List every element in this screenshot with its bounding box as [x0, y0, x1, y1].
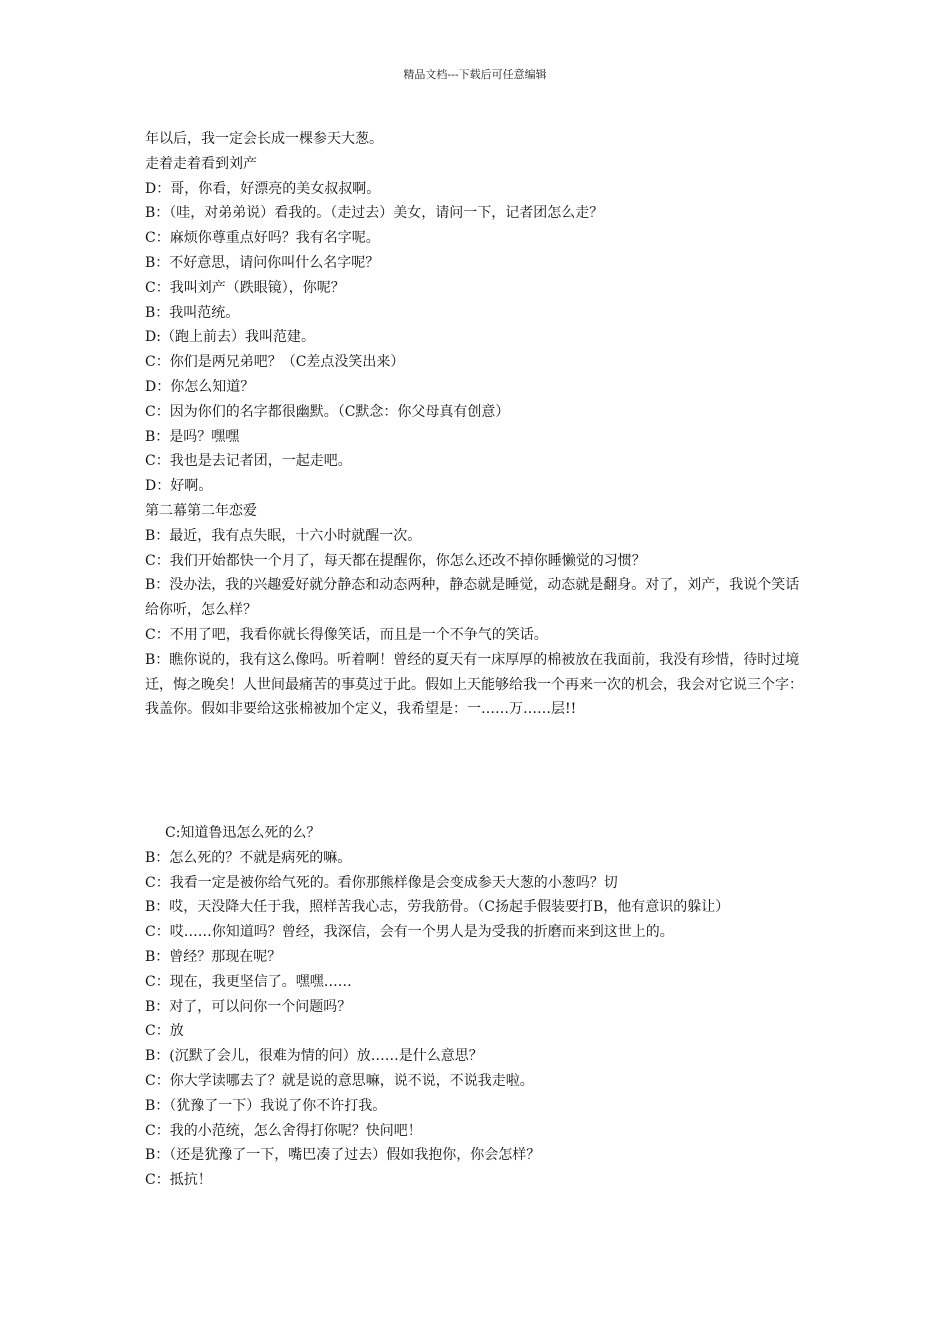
dialogue-line: B：怎么死的？不就是病死的嘛。	[145, 849, 352, 866]
dialogue-line: C：麻烦你尊重点好吗？我有名字呢。	[145, 230, 380, 247]
dialogue-line: C：哎……你知道吗？曾经，我深信，会有一个男人是为受我的折磨而来到这世上的。	[145, 924, 674, 941]
dialogue-line: B：我叫范统。	[145, 304, 240, 321]
dialogue-line: C：我叫刘产（跌眼镜），你呢？	[145, 279, 345, 296]
dialogue-line: B：（犹豫了一下）我说了你不许打我。	[145, 1097, 387, 1114]
dialogue-line: C：我们开始都快一个月了，每天都在提醒你，你怎么还改不掉你睡懒觉的习惯？	[145, 552, 646, 569]
dialogue-line: C：现在，我更坚信了。嘿嘿……	[145, 973, 352, 990]
dialogue-line: B：(沉默了会儿，很难为情的问）放……是什么意思？	[145, 1048, 483, 1065]
dialogue-line: C：抵抗！	[145, 1172, 212, 1189]
dialogue-line: B：对了，可以问你一个问题吗？	[145, 998, 352, 1015]
dialogue-line: D：你怎么知道？	[145, 378, 255, 395]
dialogue-line: 年以后，我一定会长成一棵参天大葱。	[145, 131, 383, 147]
dialogue-line: B：曾经？那现在呢？	[145, 948, 282, 965]
dialogue-line: D:（跑上前去）我叫范建。	[145, 329, 315, 346]
dialogue-line: B：没办法，我的兴趣爱好就分静态和动态两种，静态就是睡觉，动态就是翻身。对了，刘产，我说个笑话给你听，怎么样？	[145, 577, 800, 619]
dialogue-line: C：放	[145, 1023, 184, 1040]
dialogue-line: D：哥，你看，好漂亮的美女叔叔啊。	[145, 180, 381, 197]
dialogue-line: B：哎，天没降大任于我，照样苦我心志，劳我筋骨。（C扬起手假装要打B，他有意识的躲让）	[145, 899, 730, 916]
dialogue-line: C：因为你们的名字都很幽默。（C默念：你父母真有创意）	[145, 403, 510, 420]
dialogue-line: B：最近，我有点失眠，十六小时就醒一次。	[145, 527, 422, 544]
dialogue-line: C：我看一定是被你给气死的。看你那熊样像是会变成参天大葱的小葱吗？切	[145, 874, 618, 891]
dialogue-line: C：不用了吧，我看你就长得像笑话，而且是一个不争气的笑话。	[145, 626, 548, 643]
scene-heading: 第二幕第二年恋爱	[145, 502, 257, 519]
dialogue-line: 走着走着看到刘产	[145, 155, 257, 172]
dialogue-line: B：瞧你说的，我有这么像吗。听着啊！曾经的夏天有一床厚厚的棉被放在我面前，我没有珍惜，待时过境迁，悔之晚矣！人世间最痛苦的事莫过于此。假如上天能够给我一个再来一次的机会，我会对它说三个字：我盖你。假如非要给这张棉被加个定义，我希望是：一……万……层!!	[145, 651, 803, 718]
dialogue-line: D：好啊。	[145, 478, 213, 495]
dialogue-line: B：（哇，对弟弟说）看我的。（走过去）美女，请问一下，记者团怎么走？	[145, 205, 604, 222]
dialogue-line: C:知道鲁迅怎么死的么？	[165, 825, 321, 841]
dialogue-line: C：你们是两兄弟吧？（C差点没笑出来）	[145, 354, 405, 371]
script-section-1	[145, 127, 810, 722]
dialogue-line: B：不好意思，请问你叫什么名字呢？	[145, 254, 380, 271]
dialogue-line: B：是吗？嘿嘿	[145, 428, 240, 445]
page-header: 精品文档---下载后可任意编辑	[403, 68, 547, 81]
dialogue-line: B：（还是犹豫了一下，嘴巴凑了过去）假如我抱你，你会怎样？	[145, 1147, 541, 1164]
script-section-2	[145, 821, 810, 1193]
dialogue-line: C：我的小范统，怎么舍得打你呢？快问吧！	[145, 1122, 422, 1139]
dialogue-line: C：你大学读哪去了？就是说的意思嘛，说不说，不说我走啦。	[145, 1072, 534, 1089]
dialogue-line: C：我也是去记者团，一起走吧。	[145, 453, 352, 470]
